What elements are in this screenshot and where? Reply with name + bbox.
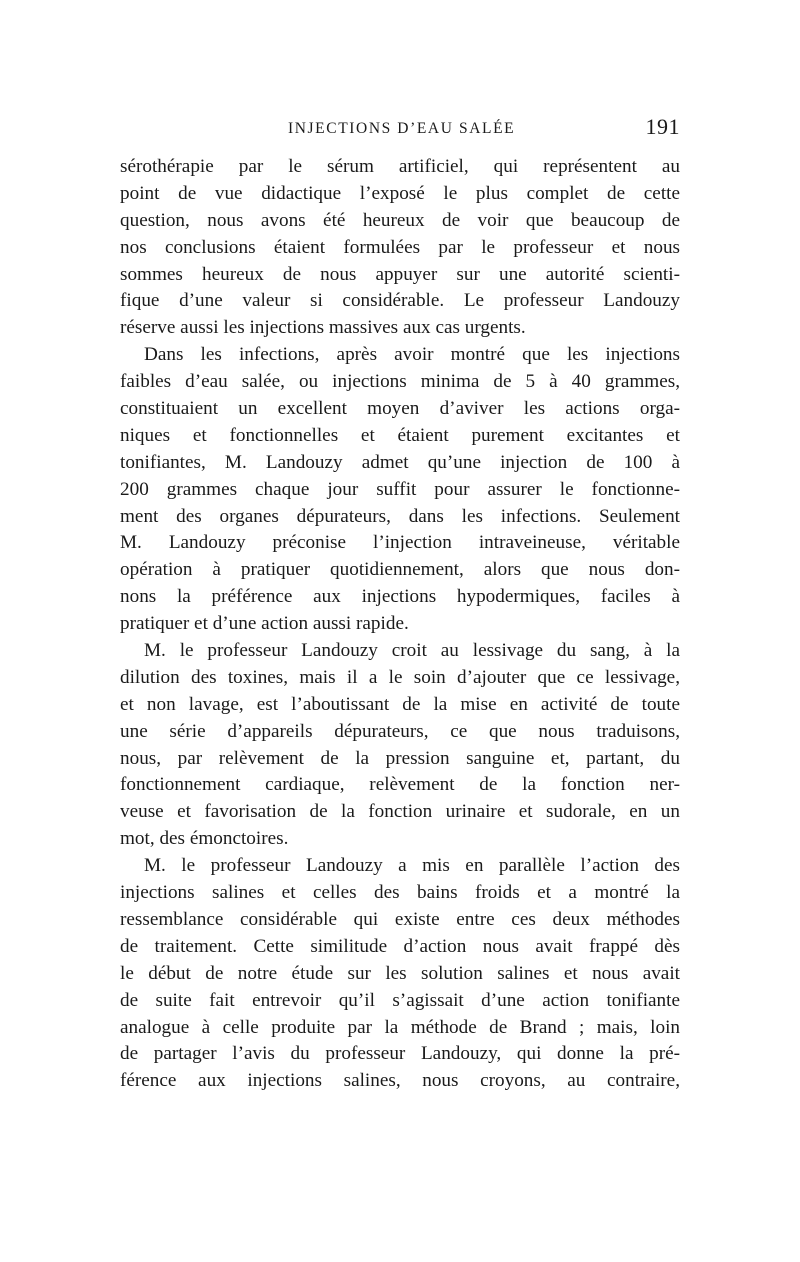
text-line: 200 grammes chaque jour suffit pour assurer le fonctionne- xyxy=(120,478,680,500)
text-line: de partager l’avis du professeur Landouzy, qui donne la pré- xyxy=(120,1043,680,1065)
text-line: nons la préférence aux injections hypodermiques, faciles à xyxy=(120,586,680,608)
text-line: veuse et favorisation de la fonction urinaire et sudorale, en un xyxy=(120,801,680,823)
text-line: M. Landouzy préconise l’injection intraveineuse, véritable xyxy=(120,532,680,554)
running-header xyxy=(120,114,680,146)
text-line: point de vue didactique l’exposé le plus complet de cette xyxy=(120,182,680,204)
text-line: ressemblance considérable qui existe entre ces deux méthodes xyxy=(120,908,680,930)
text-line: constituaient un excellent moyen d’aviver les actions orga- xyxy=(120,398,680,420)
text-line: Dans les infections, après avoir montré que les injections xyxy=(144,344,680,366)
text-line: une série d’appareils dépurateurs, ce que nous traduisons, xyxy=(120,720,680,742)
text-line: fique d’une valeur si considérable. Le professeur Landouzy xyxy=(120,290,680,312)
text-line: tonifiantes, M. Landouzy admet qu’une injection de 100 à xyxy=(120,451,680,473)
text-line: question, nous avons été heureux de voir que beaucoup de xyxy=(120,209,680,231)
text-line: sérothérapie par le sérum artificiel, qui représentent au xyxy=(120,156,680,177)
text-line: dilution des toxines, mais il a le soin d’ajouter que ce lessivage, xyxy=(120,666,680,688)
text-line: mot, des émonctoires. xyxy=(120,828,289,850)
text-line: fonctionnement cardiaque, relèvement de la fonction ner- xyxy=(120,774,680,796)
text-line: nos conclusions étaient formulées par le professeur et nous xyxy=(120,236,680,258)
text-line: nous, par relèvement de la pression sanguine et, partant, du xyxy=(120,747,680,769)
text-line: faibles d’eau salée, ou injections minima de 5 à 40 grammes, xyxy=(120,371,680,393)
text-line: analogue à celle produite par la méthode de Brand ; mais, loin xyxy=(120,1016,680,1038)
body-text xyxy=(120,154,680,1095)
text-line: sommes heureux de nous appuyer sur une autorité scienti- xyxy=(120,263,680,285)
text-line: réserve aussi les injections massives aux cas urgents. xyxy=(120,317,526,339)
text-line: le début de notre étude sur les solution salines et nous avait xyxy=(120,962,680,984)
text-line: niques et fonctionnelles et étaient purement excitantes et xyxy=(120,424,680,446)
text-line: pratiquer et d’une action aussi rapide. xyxy=(120,613,409,635)
text-line: injections salines et celles des bains froids et a montré la xyxy=(120,882,680,904)
text-line: M. le professeur Landouzy a mis en parallèle l’action des xyxy=(144,855,680,877)
text-line: M. le professeur Landouzy croit au lessivage du sang, à la xyxy=(144,640,680,662)
text-line: de traitement. Cette similitude d’action nous avait frappé dès xyxy=(120,935,680,957)
text-line: de suite fait entrevoir qu’il s’agissait d’une action tonifiante xyxy=(120,989,680,1011)
text-line: férence aux injections salines, nous croyons, au contraire, xyxy=(120,1070,680,1092)
text-line: et non lavage, est l’aboutissant de la mise en activité de toute xyxy=(120,693,680,715)
running-title: INJECTIONS D’EAU SALÉE xyxy=(288,120,516,137)
page-number: 191 xyxy=(645,114,680,139)
text-line: opération à pratiquer quotidiennement, alors que nous don- xyxy=(120,559,680,581)
text-line: ment des organes dépurateurs, dans les infections. Seulement xyxy=(120,505,680,527)
